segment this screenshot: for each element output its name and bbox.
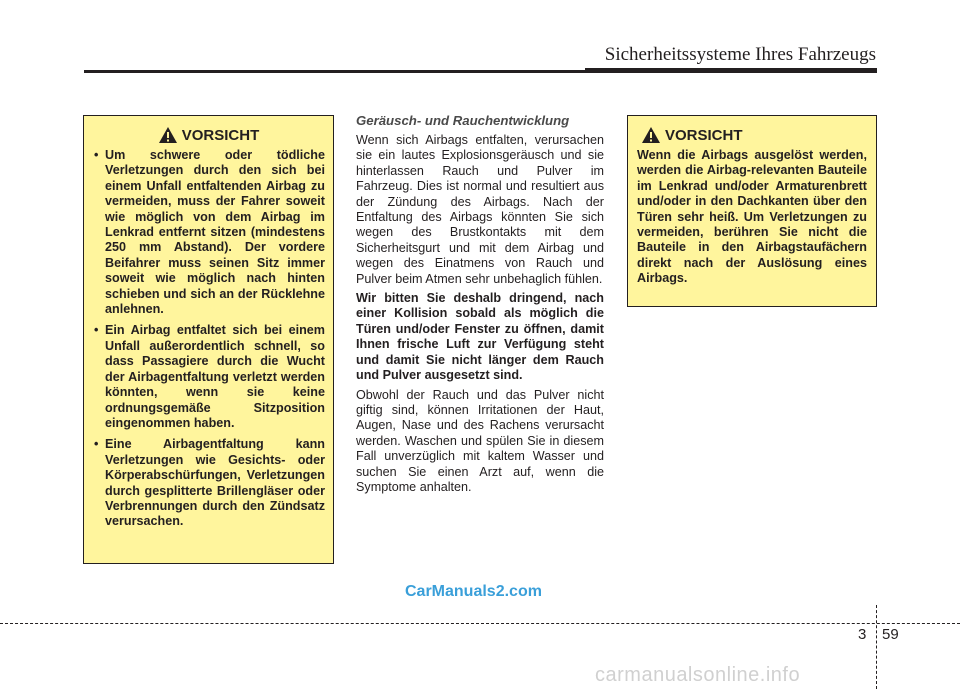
caution-item: • Um schwere oder tödliche Verletzungen durch den sich bei einem Unfall entfaltenden Airbag zu vermeiden, muss der Fahrer soweit wie möglich von dem Airbag im Lenkrad entfernt sitzen (mindestens 250 mm Abstand). Der vordere Beifahrer muss seinen Sitz immer soweit wie möglich nach hinten schieben und sich an der Rücklehne anlehnen. xyxy=(92,148,325,317)
page-number: 59 xyxy=(882,626,899,643)
caution-box-right xyxy=(627,115,877,307)
caution-list xyxy=(92,148,325,530)
caution-header xyxy=(637,126,867,144)
caution-box-left xyxy=(83,115,334,564)
watermark-link[interactable]: CarManuals2.com xyxy=(405,583,542,600)
header-rule-accent xyxy=(585,68,877,73)
footer-rule xyxy=(0,623,960,624)
caution-item: • Eine Airbagentfaltung kann Verletzungen wie Gesichts- oder Körperabschürfungen, Verletzungen durch gesplitterte Brillengläser oder Verbrennungen durch den Zündsatz verursachen. xyxy=(92,437,325,529)
body-paragraph-bold: Wir bitten Sie deshalb dringend, nach einer Kollision sobald als möglich die Türen und/oder Fenster zu öffnen, damit Ihnen frische Luft zur Verfügung steht und damit Sie nicht länger dem Rauch und Pulver ausgesetzt sind. xyxy=(356,291,604,383)
warning-triangle-icon xyxy=(641,126,661,144)
caution-title: VORSICHT xyxy=(665,126,743,144)
bottom-watermark: carmanualsonline.info xyxy=(595,664,801,686)
footer-divider xyxy=(876,605,877,689)
chapter-number: 3 xyxy=(858,626,867,643)
noise-smoke-section xyxy=(356,113,604,499)
warning-triangle-icon xyxy=(158,126,178,144)
body-paragraph: Wenn sich Airbags entfalten, verursachen sie ein lautes Explosionsgeräusch und sie hinterlassen Rauch und Pulver im Fahrzeug. Dies ist normal und resultiert aus der Zündung des Airbags. Nach der Entfaltung des Airbags könnten Sie sich wegen des Brustkontakts mit dem Sicherheitsgurt und mit dem Airbag und wegen des Einatmens von Rauch und Pulver beim Atmen sehr unbehaglich fühlen. xyxy=(356,133,604,286)
caution-text: Wenn die Airbags ausgelöst werden, werden die Airbag-relevanten Bauteile im Lenkrad und/oder Armaturenbrett und/oder in den Dachkanten über den Türen sehr heiß. Um Verletzungen zu vermeiden, berühren Sie nicht die Bauteile in den Airbagstaufächern direkt nach der Auslösung eines Airbags. xyxy=(637,148,867,286)
caution-header xyxy=(92,126,325,144)
section-heading: Geräusch- und Rauchentwicklung xyxy=(356,113,570,128)
caution-item: • Ein Airbag entfaltet sich bei einem Unfall außerordentlich schnell, so dass Passagiere durch die Wucht der Airbagentfaltung verletzt werden könnten, wenn sie keine ordnungsgemäße Sitzposition eingenommen haben. xyxy=(92,323,325,431)
body-paragraph: Obwohl der Rauch und das Pulver nicht giftig sind, können Irritationen der Haut, Augen, Nase und des Rachens verursacht werden. Waschen und spülen Sie in diesem Fall unverzüglich mit kaltem Wasser und suchen Sie einen Arzt auf, wenn die Symptome anhalten. xyxy=(356,387,604,494)
page-header-title: Sicherheitssysteme Ihres Fahrzeugs xyxy=(604,44,876,65)
caution-title: VORSICHT xyxy=(181,126,260,144)
